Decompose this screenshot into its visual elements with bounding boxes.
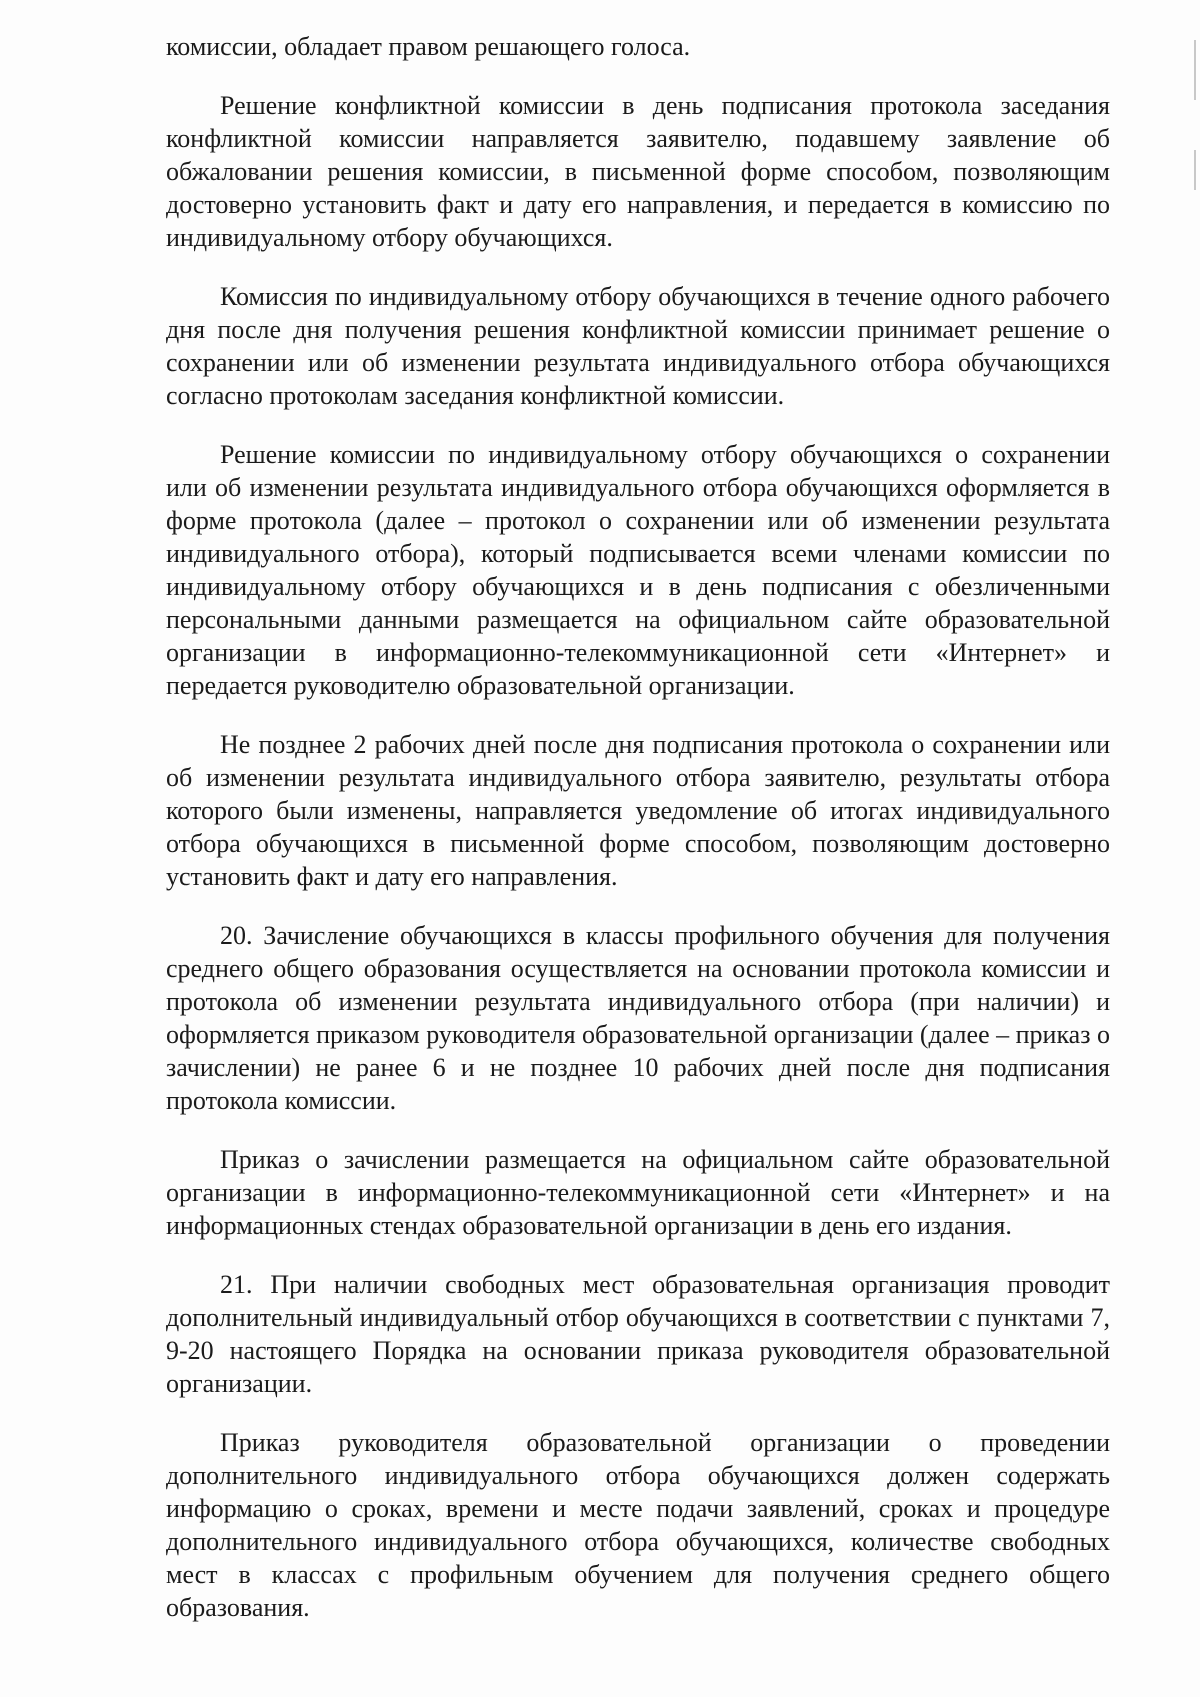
paragraph-continuation: комиссии, обладает правом решающего голоса.: [166, 32, 691, 61]
document-body: [166, 30, 1110, 1650]
scan-edge-mark: [1194, 150, 1196, 190]
paragraph-commission-decision: Комиссия по индивидуальному отбору обучающихся в течение одного рабочего дня после дня получения решения конфликтной комиссии принимает решение о сохранении или об изменении результата индивидуального отбора обучающихся согласно протоколам заседания конфликтной комиссии.: [166, 282, 1110, 410]
scan-edge-mark: [1194, 40, 1196, 100]
paragraph-item-21: 21. При наличии свободных мест образовательная организация проводит дополнительный индивидуальный отбор обучающихся в соответствии с пунктами 7, 9-20 настоящего Порядка на основании приказа руководителя образовательной организации.: [166, 1270, 1110, 1398]
paragraph-enrollment-order: Приказ о зачислении размещается на официальном сайте образовательной организации в информационно-телекоммуникационной сети «Интернет» и на информационных стендах образовательной организации в день его издания.: [166, 1145, 1110, 1240]
paragraph-notification: Не позднее 2 рабочих дней после дня подписания протокола о сохранении или об изменении результата индивидуального отбора заявителю, результаты отбора которого были изменены, направляется уведомление об итогах индивидуального отбора обучающихся в письменной форме способом, позволяющим достоверно установить факт и дату его направления.: [166, 730, 1110, 891]
paragraph-conflict-decision: Решение конфликтной комиссии в день подписания протокола заседания конфликтной комиссии направляется заявителю, подавшему заявление об обжаловании решения комиссии, в письменной форме способом, позволяющим достоверно установить факт и дату его направления, и передается в комиссию по индивидуальному отбору обучающихся.: [166, 91, 1110, 252]
paragraph-protocol: Решение комиссии по индивидуальному отбору обучающихся о сохранении или об изменении результата индивидуального отбора обучающихся оформляется в форме протокола (далее – протокол о сохранении или об изменении результата индивидуального отбора), который подписывается всеми членами комиссии по индивидуальному отбору обучающихся и в день подписания с обезличенными персональными данными размещается на официальном сайте образовательной организации в информационно-телекоммуникационной сети «Интернет» и передается руководителю образовательной организации.: [166, 440, 1110, 700]
paragraph-additional-selection: Приказ руководителя образовательной организации о проведении дополнительного индивидуального отбора обучающихся должен содержать информацию о сроках, времени и месте подачи заявлений, сроках и процедуре дополнительного индивидуального отбора обучающихся, количестве свободных мест в классах с профильным обучением для получения среднего общего образования.: [166, 1428, 1110, 1622]
paragraph-item-20: 20. Зачисление обучающихся в классы профильного обучения для получения среднего общего образования осуществляется на основании протокола комиссии и протокола об изменении результата индивидуального отбора (при наличии) и оформляется приказом руководителя образовательной организации (далее – приказ о зачислении) не ранее 6 и не позднее 10 рабочих дней после дня подписания протокола комиссии.: [166, 921, 1110, 1115]
